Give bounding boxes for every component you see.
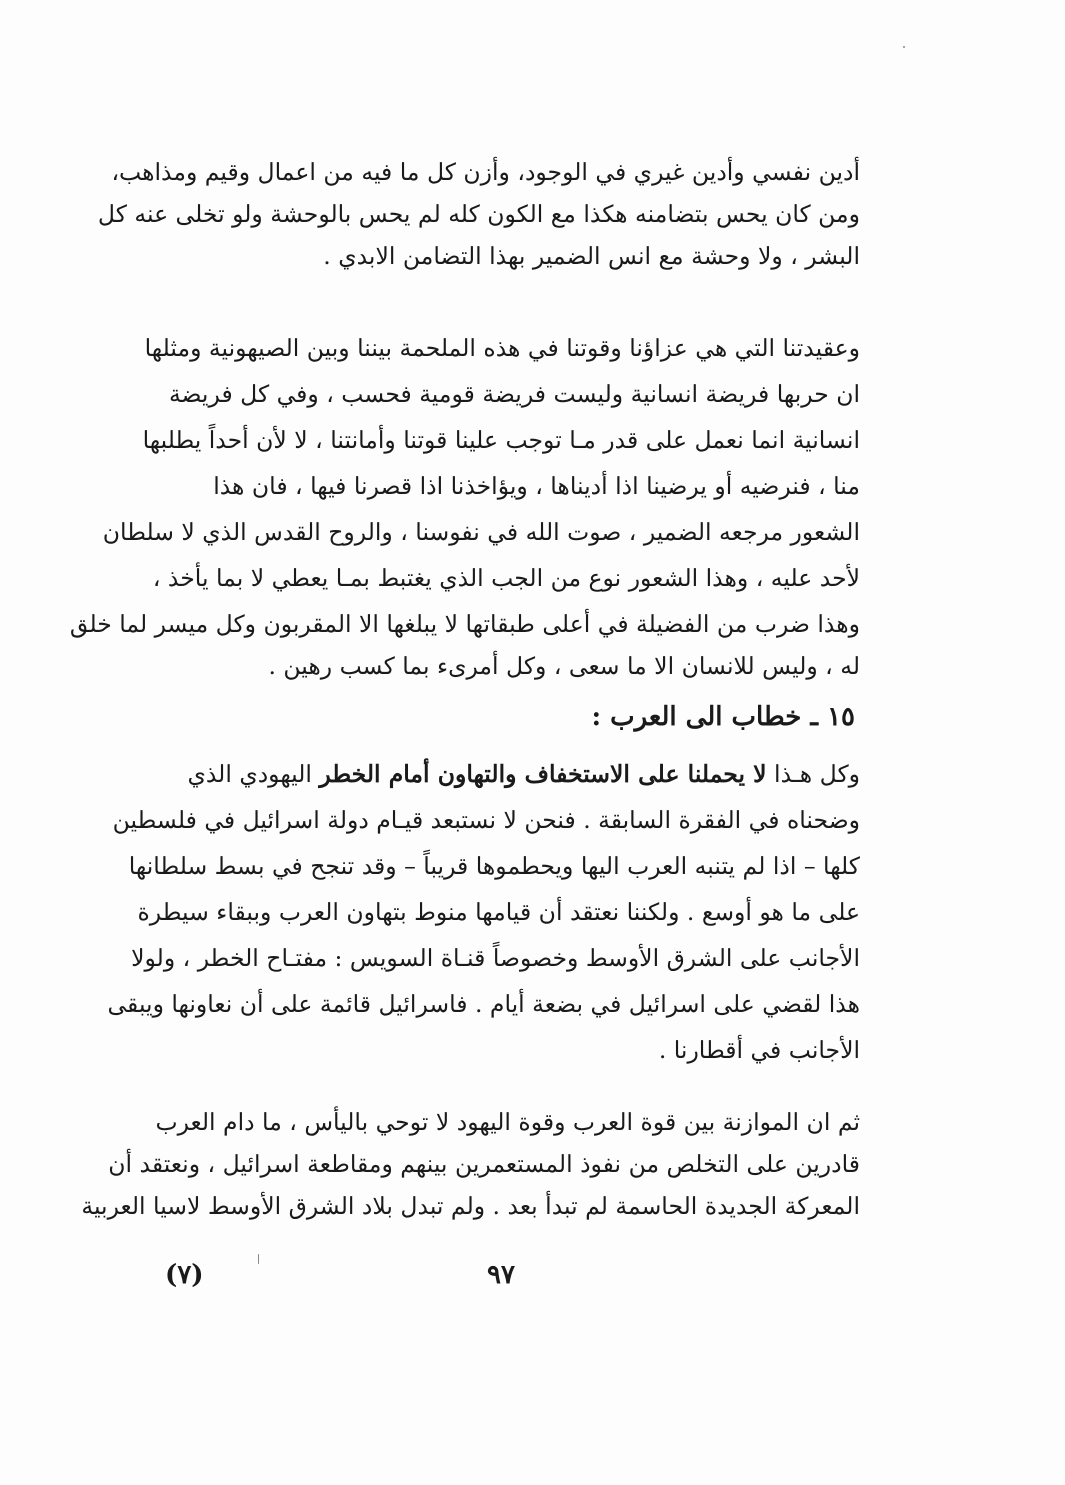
paragraph-3-bold-phrase: لا يحملنا على الاستخفاف والتهاون أمام الخطر [319, 760, 767, 788]
scan-speck [903, 46, 905, 48]
paragraph-2-line-2: ان حربها فريضة انسانية وليست فريضة قومية فحسب ، وفي كل فريضة [168, 380, 860, 408]
paragraph-3-line-5: الأجانب على الشرق الأوسط وخصوصاً قنـاة السويس : مفتـاح الخطر ، ولولا [131, 944, 860, 972]
paragraph-4-line-1: ثم ان الموازنة بين قوة العرب وقوة اليهود لا توحي باليأس ، ما دام العرب [155, 1108, 860, 1136]
paragraph-3-line-6: هذا لقضي على اسرائيل في بضعة أيام . فاسرائيل قائمة على أن نعاونها ويبقى [107, 990, 860, 1018]
paragraph-3-line-7: الأجانب في أقطارنا . [658, 1036, 860, 1064]
paragraph-3-line-1-end: اليهودي الذي [187, 760, 320, 788]
paragraph-3-line-2: وضحناه في الفقرة السابقة . فنحن لا نستبعد قيـام دولة اسرائيل في فلسطين [112, 806, 860, 834]
paragraph-3-line-1-start: وكل هـذا [766, 760, 860, 788]
section-heading: ١٥ ـ خطاب الى العرب : [591, 702, 855, 732]
paragraph-4 [81, 1108, 860, 1248]
paragraph-2-line-3: انسانية انما نعمل على قدر مـا توجب علينا قوتنا وأمانتنا ، لا لأن أحداً يطلبها [142, 426, 860, 454]
paragraph-1-line-3: البشر ، ولا وحشة مع انس الضمير بهذا التضامن الابدي . [323, 242, 860, 270]
paragraph-1-line-1: أدين نفسي وأدين غيري في الوجود، وأزن كل ما فيه من اعمال وقيم ومذاهب، [111, 158, 860, 186]
paragraph-2-line-6: لأحد عليه ، وهذا الشعور نوع من الجب الذي يغتبط بمـا يعطي لا بما يأخذ ، [152, 564, 860, 592]
page-number: ٩٧ [487, 1260, 515, 1290]
paragraph-1 [97, 150, 860, 300]
paragraph-2-line-1: وعقيدتنا التي هي عزاؤنا وقوتنا في هذه الملحمة بيننا وبين الصيهونية ومثلها [144, 334, 860, 362]
paragraph-1-line-2: ومن كان يحس بتضامنه هكذا مع الكون كله لم يحس بالوحشة ولو تخلى عنه كل [97, 200, 860, 228]
paragraph-4-line-3: المعركة الجديدة الحاسمة لم تبدأ بعد . ولم تبدل بلاد الشرق الأوسط لاسيا العربية [81, 1192, 860, 1220]
signature-mark: (٧) [165, 1260, 204, 1290]
paragraph-3-line-1 [187, 760, 860, 788]
paragraph-4-line-2: قادرين على التخلص من نفوذ المستعمرين بينهم ومقاطعة اسرائيل ، ونعتقد أن [108, 1150, 860, 1178]
paragraph-3-line-3: كلها – اذا لم يتنبه العرب اليها ويحطموها قريباً – وقد تنجح في بسط سلطانها [128, 852, 860, 880]
paragraph-2-line-4: منا ، فنرضيه أو يرضينا اذا أديناها ، ويؤاخذنا اذا قصرنا فيها ، فان هذا [213, 472, 860, 500]
scan-speck [258, 1254, 259, 1264]
paragraph-2-line-7: وهذا ضرب من الفضيلة في أعلى طبقاتها لا يبلغها الا المقربون وكل ميسر لما خلق [69, 610, 860, 638]
paragraph-2-line-5: الشعور مرجعه الضمير ، صوت الله في نفوسنا ، والروح القدس الذي لا سلطان [102, 518, 860, 546]
paragraph-2 [69, 330, 860, 700]
paragraph-2-line-8: له ، وليس للانسان الا ما سعى ، وكل أمرىء بما كسب رهين . [268, 652, 860, 680]
paragraph-3 [107, 760, 860, 1090]
paragraph-3-line-4: على ما هو أوسع . ولكننا نعتقد أن قيامها منوط بتهاون العرب وببقاء سيطرة [137, 898, 860, 926]
